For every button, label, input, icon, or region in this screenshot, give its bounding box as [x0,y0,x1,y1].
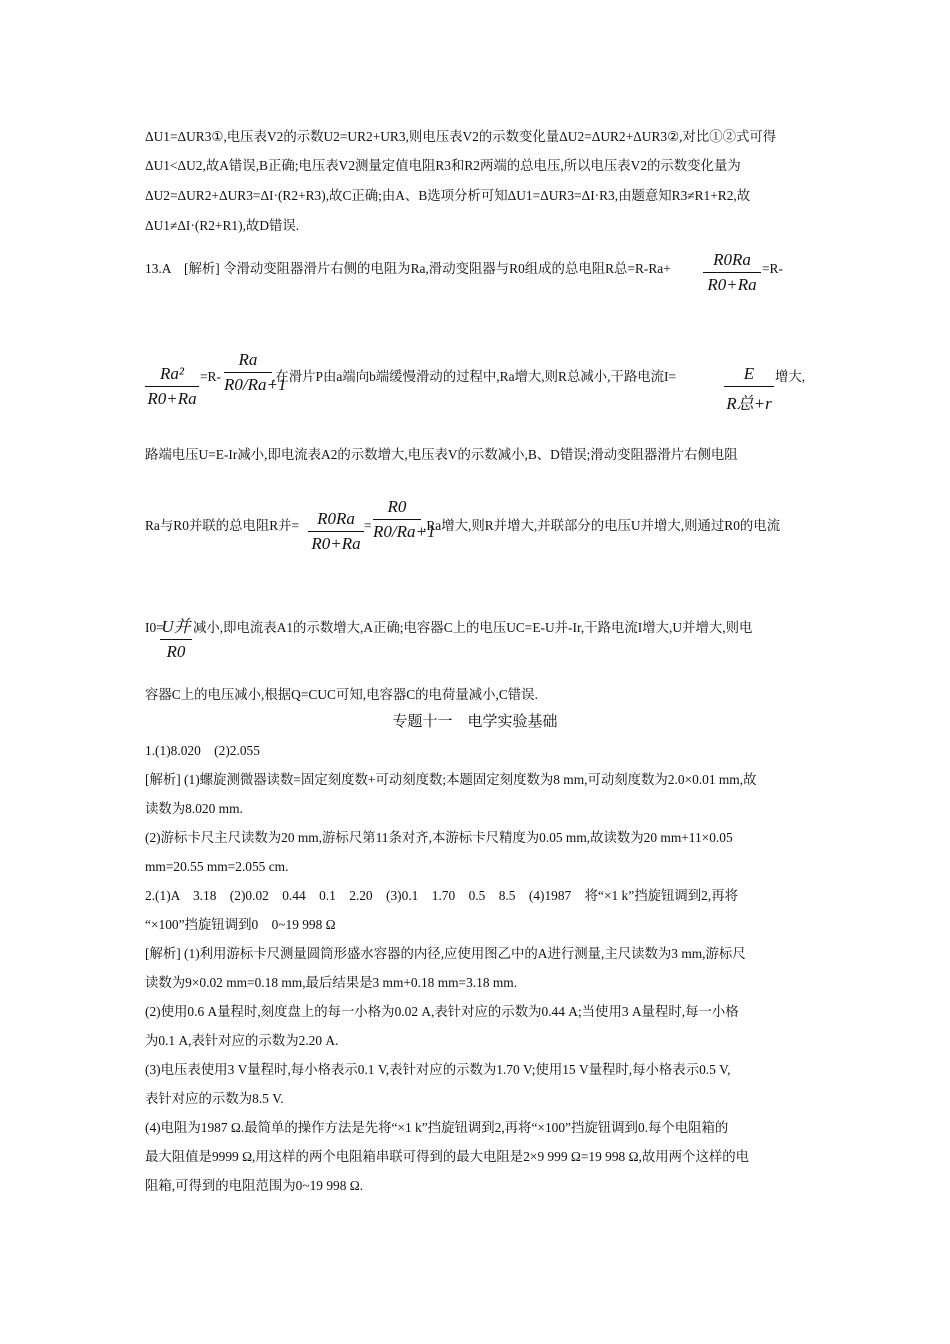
numerator: R0 [387,497,407,516]
text-line: 为0.1 A,表针对应的示数为2.20 A. [145,1033,339,1048]
text-line: = [364,518,372,533]
text-line: 增大, [775,369,806,384]
text-line: “×100”挡旋钮调到0 0~19 998 Ω [145,917,336,932]
formula-fraction [160,612,192,662]
text-line: [解析] (1)利用游标卡尺测量圆筒形盛水容器的内径,应使用图乙中的A进行测量,主尺读数为3 mm,游标尺 [145,946,746,961]
text-line: (2)使用0.6 A量程时,刻度盘上的每一小格为0.02 A,表针对应的示数为0.44 A;当使用3 A量程时,每一小格 [145,1004,739,1019]
text-line: 减小,即电流表A1的示数增大,A正确;电容器C上的电压UC=E-U并-Ir,干路电流I增大,U并增大,则电 [193,620,753,635]
text-line: ΔU1≠ΔI·(R2+R1),故D错误. [145,218,300,233]
text-line: 读数为8.020 mm. [145,801,243,816]
text-line: 表针对应的示数为8.5 V. [145,1091,284,1106]
text-line: 容器C上的电压减小,根据Q=CUC可知,电容器C的电荷量减小,C错误. [145,687,538,702]
text-line: =R- [762,261,783,276]
denominator: R0+Ra [147,389,197,408]
formula-fraction [145,364,199,409]
text-line: =R- [200,369,221,384]
text-line: (3)电压表使用3 V量程时,每小格表示0.1 V,表针对应的示数为1.70 V;使用15 V量程时,每小格表示0.5 V, [145,1062,731,1077]
text-line: 13.A [解析] 令滑动变阻器滑片右侧的电阻为Ra,滑动变阻器与R0组成的总电阻R总=R-Ra+ [145,261,671,276]
section-title: 专题十一 电学实验基础 [392,714,558,730]
text-line: 1.(1)8.020 (2)2.055 [145,743,260,758]
text-line: I0= [145,620,164,635]
text-line: Ra与R0并联的总电阻R并= [145,518,300,533]
formula-fraction [724,364,774,414]
numerator: R0Ra [317,509,355,528]
text-line: ΔU2=ΔUR2+ΔUR3=ΔI·(R2+R3),故C正确;由A、B选项分析可知ΔU1=ΔUR3=ΔI·R3,由题意知R3≠R1+R2,故 [145,188,751,203]
text-line: 阻箱,可得到的电阻范围为0~19 998 Ω. [145,1178,364,1193]
formula-fraction [373,497,436,542]
denominator: R总+r [726,394,772,413]
text-line: 2.(1)A 3.18 (2)0.02 0.44 0.1 2.20 (3)0.1 1.70 0.5 8.5 (4)1987 将“×1 k”挡旋钮调到2,再将 [145,888,738,903]
numerator: Ra [238,350,258,369]
text-line: ΔU1<ΔU2,故A错误,B正确;电压表V2测量定值电阻R3和R2两端的总电压,所以电压表V2的示数变化量为 [145,158,741,173]
denominator: R0 [166,642,186,661]
text-line: (4)电阻为1987 Ω.最简单的操作方法是先将“×1 k”挡旋钮调到2,再将“×100”挡旋钮调到0.每个电阻箱的 [145,1120,729,1135]
text-line: (2)游标卡尺主尺读数为20 mm,游标尺第11条对齐,本游标卡尺精度为0.05 mm,故读数为20 mm+11×0.05 [145,830,733,845]
numerator: R0Ra [713,250,751,269]
numerator: E [743,364,755,383]
text-line: 读数为9×0.02 mm=0.18 mm,最后结果是3 mm+0.18 mm=3.18 mm. [145,975,518,990]
formula-fraction [224,350,287,395]
text-line: ,在滑片P由a端向b端缓慢滑动的过程中,Ra增大,则R总减小,干路电流I= [272,369,677,384]
text-line: ,Ra增大,则R并增大,并联部分的电压U并增大,则通过R0的电流 [423,518,781,533]
numerator: U并 [161,617,191,636]
formula-fraction [703,250,761,295]
text-line: 最大阻值是9999 Ω,用这样的两个电阻箱串联可得到的最大电阻是2×9 999 Ω=19 998 Ω,故用两个这样的电 [145,1149,750,1164]
numerator: Ra² [160,364,184,383]
text-line: [解析] (1)螺旋测微器读数=固定刻度数+可动刻度数;本题固定刻度数为8 mm,可动刻度数为2.0×0.01 mm,故 [145,772,757,787]
denominator: R0/Ra+1 [373,522,436,541]
text-line: 路端电压U=E-Ir减小,即电流表A2的示数增大,电压表V的示数减小,B、D错误;滑动变阻器滑片右侧电阻 [145,447,738,462]
text-line: mm=20.55 mm=2.055 cm. [145,859,289,874]
denominator: R0+Ra [311,534,361,553]
text-line: ΔU1=ΔUR3①,电压表V2的示数U2=UR2+UR3,则电压表V2的示数变化量ΔU2=ΔUR2+ΔUR3②,对比①②式可得 [145,129,777,144]
denominator: R0+Ra [707,275,757,294]
formula-fraction [308,509,364,554]
denominator: R0/Ra+1 [224,375,287,394]
